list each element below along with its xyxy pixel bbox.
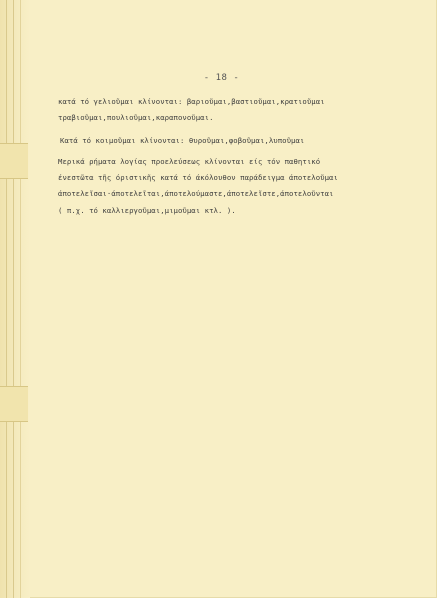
binding-fold-line (6, 0, 7, 598)
text-line-4: Μερικά ρήματα λογίας προελεύσεως κλίνονται είς τόν παθητικό (58, 157, 321, 166)
binding-tab (0, 386, 28, 422)
text-line-5: ένεστῶτα τῆς όριστικῆς κατά τό άκόλουθον παράδειγμα άποτελοῦμαι (58, 173, 338, 182)
binding-fold-line (13, 0, 14, 598)
margin-line (20, 0, 21, 598)
text-line-3: Κατά τό κοιμοῦμαι κλίνονται: θυροῦμαι,φοβοῦμαι,λυποῦμαι (60, 136, 305, 145)
text-line-1: κατά τό γελιοῦμαι κλίνονται: βαριοῦμαι,βαστιοῦμαι,κρατιοῦμαι (58, 97, 325, 106)
text-line-6: άποτελεῖσαι·άποτελεῖται,άποτελούμαστε,άποτελεῖστε,άποτελοῦνται (58, 189, 334, 198)
text-line-2: τραβιοῦμαι,πουλιοῦμαι,καραπονοῦμαι. (58, 113, 214, 122)
binding-tab (0, 143, 28, 179)
page-number: - 18 - (203, 73, 240, 83)
binding-strip (0, 0, 30, 598)
text-line-7: ( π.χ. τό καλλιεργοῦμαι,μιμοῦμαι κτλ. ). (58, 206, 236, 215)
